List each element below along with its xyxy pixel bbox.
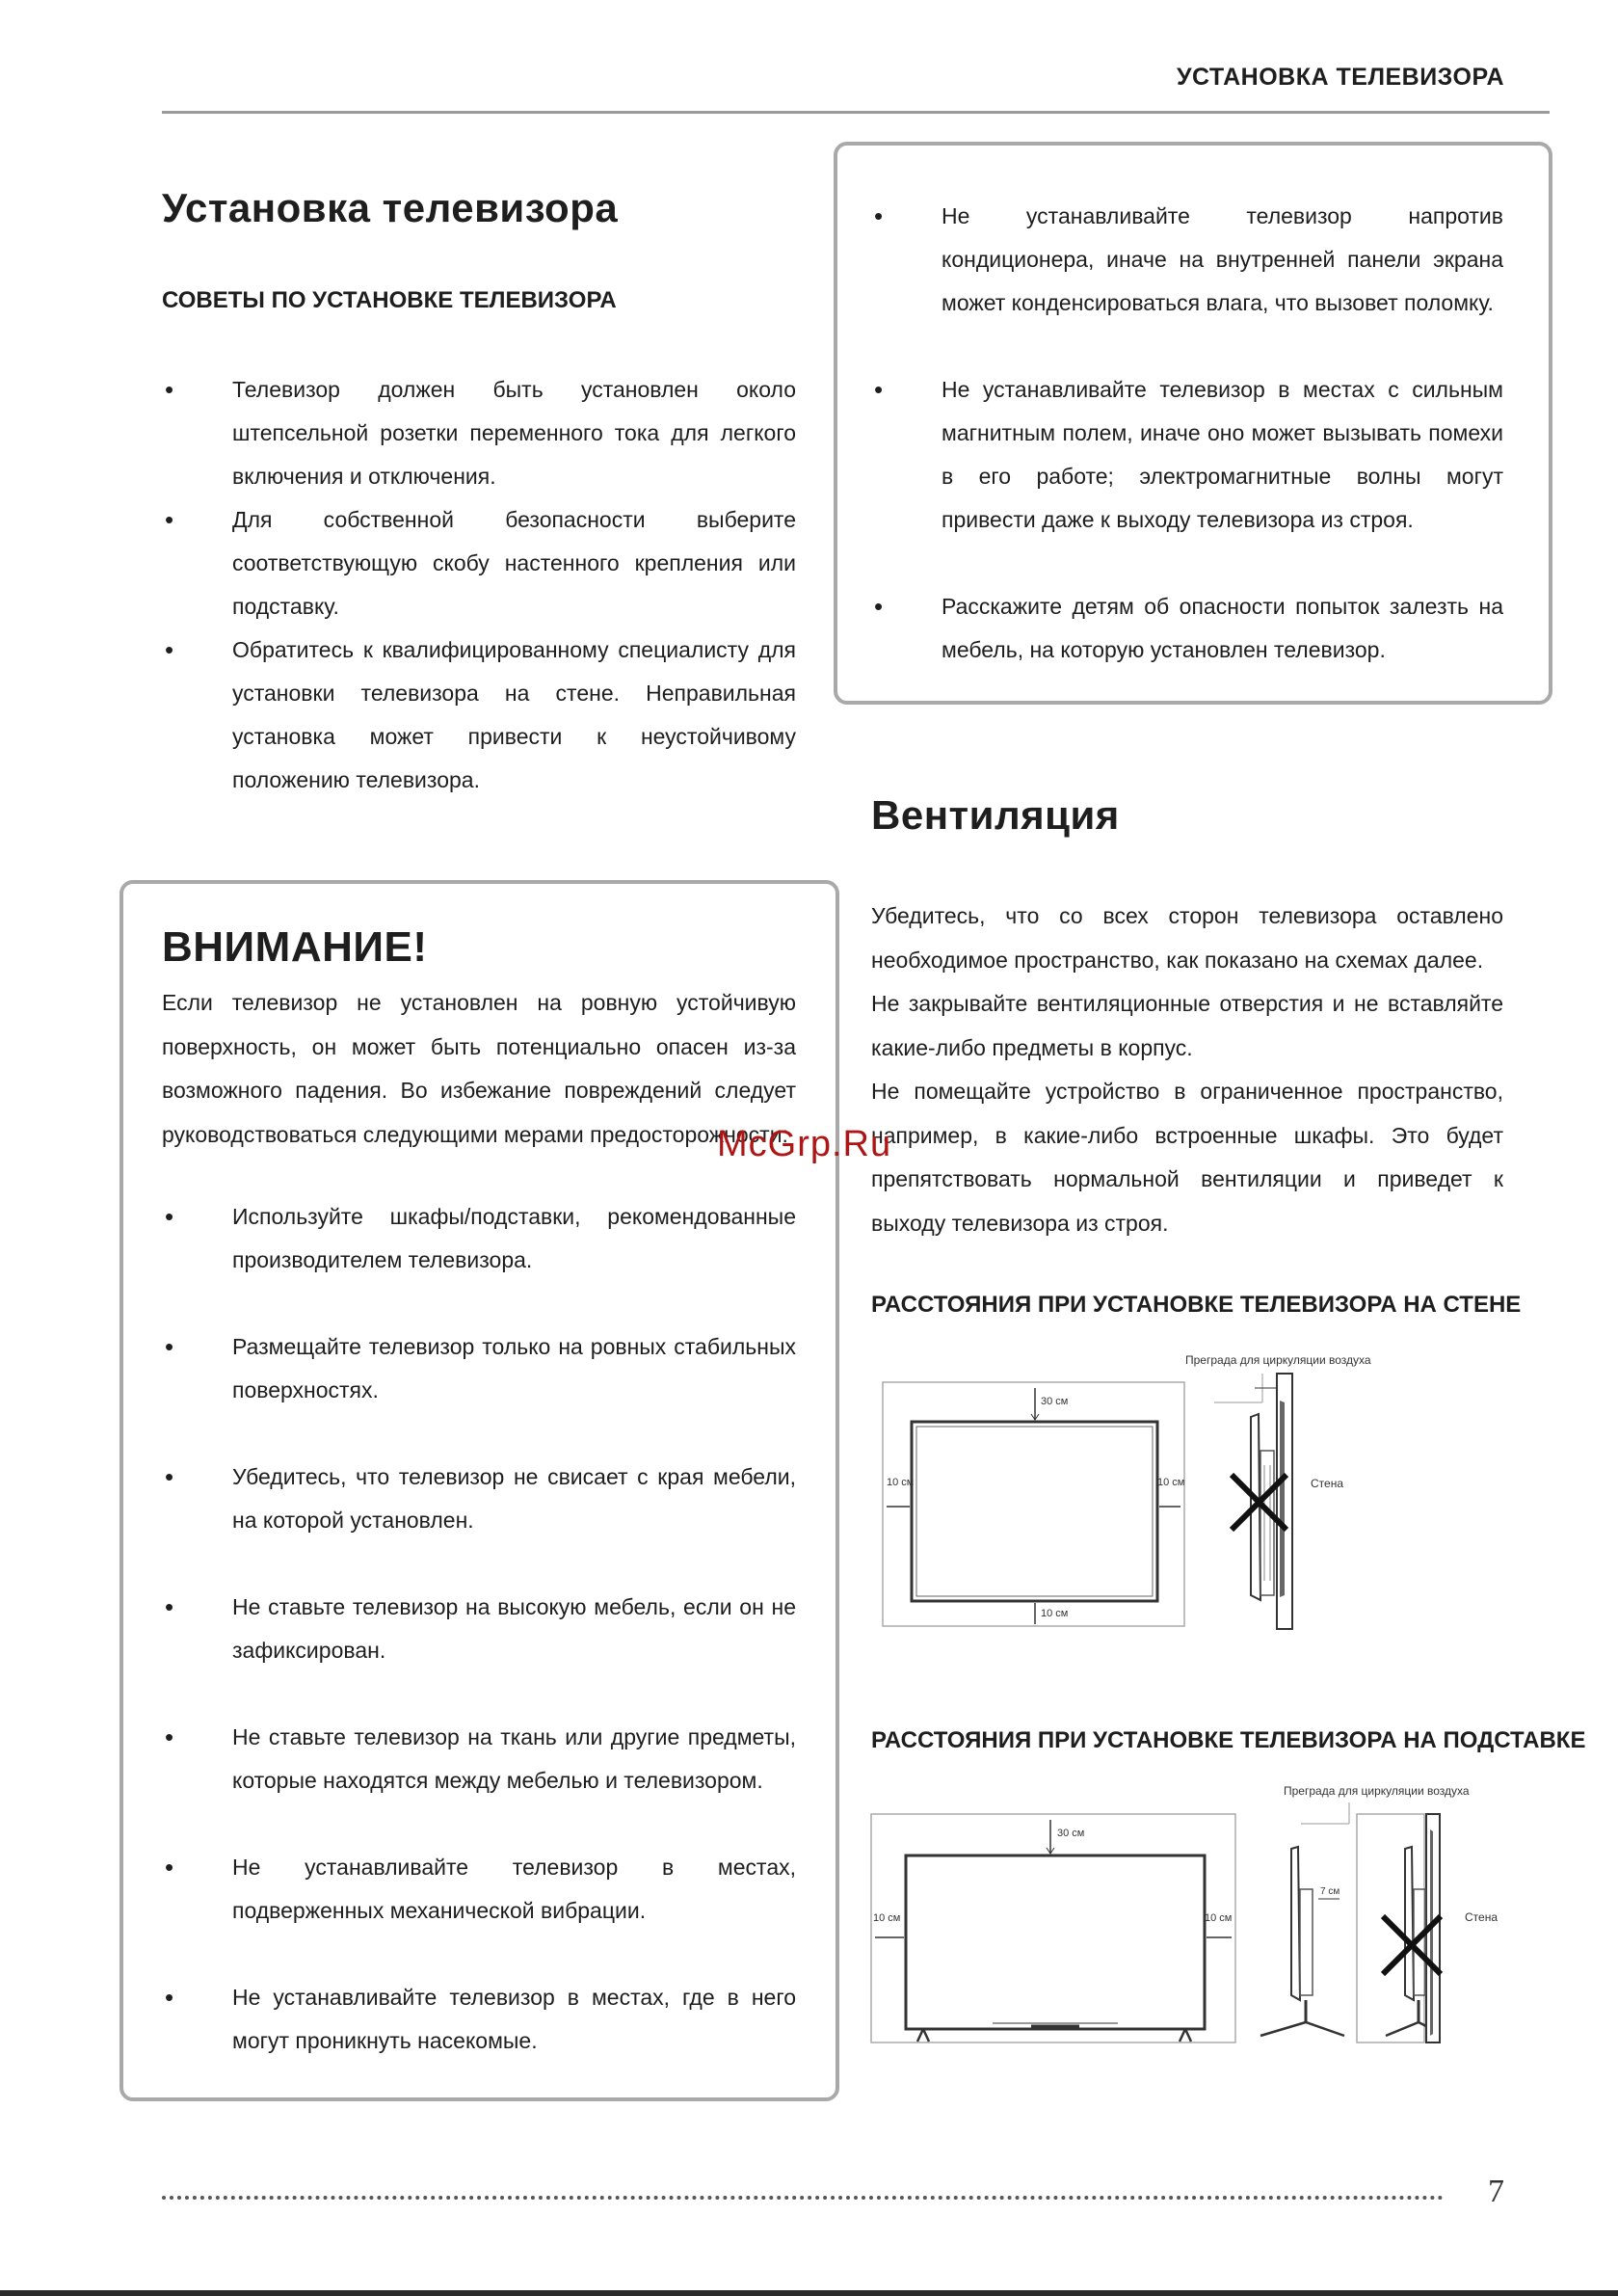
barrier-label: Преграда для циркуляции воздуха (1284, 1784, 1470, 1798)
top-clearance-label: 30 см (1041, 1396, 1069, 1407)
paragraph: Убедитесь, что со всех сторон телевизора оставлено необходимое пространство, как показано на схемах далее. (871, 903, 1503, 973)
list-item: • Расскажите детям об опасности попыток залезть на мебель, на которую установлен телевизор. (871, 585, 1503, 672)
footer-dotted-rule (162, 2196, 1444, 2200)
bottom-clearance-label: 10 см (1041, 1608, 1069, 1619)
paragraph: Не закрывайте вентиляционные отверстия и не вставляйте какие-либо предметы в корпус. (871, 991, 1503, 1060)
ventilation-text (871, 894, 1503, 1245)
top-clearance-label: 30 см (1057, 1828, 1085, 1839)
wall-clearance-diagram (867, 1345, 1465, 1643)
right-clearance-label: 10 см (1205, 1912, 1233, 1924)
list-item: • Используйте шкафы/подставки, рекомендованные производителем телевизора. (162, 1195, 796, 1282)
list-item: • Не устанавливайте телевизор напротив кондиционера, иначе на внутренней панели экрана может конденсироваться влага, что вызовет поломку. (871, 195, 1503, 325)
left-clearance-label: 10 см (887, 1477, 915, 1488)
list-item: • Не устанавливайте телевизор в местах с сильным магнитным полем, иначе оно может вызывать помехи в его работе; электромагнитные волны могут привести даже к выходу телевизора из строя. (871, 368, 1503, 542)
wall-section-title: РАССТОЯНИЯ ПРИ УСТАНОВКЕ ТЕЛЕВИЗОРА НА СТЕНЕ (871, 1292, 1522, 1318)
left-clearance-label: 10 см (873, 1912, 901, 1924)
warning-text: Если телевизор не установлен на ровную устойчивую поверхность, он может быть потенциально опасен из-за возможного падения. Во избежание повреждений следует руководствоваться следующими мерами предосторожности: (162, 990, 796, 1147)
list-item: • Не ставьте телевизор на высокую мебель, если он не зафиксирован. (162, 1586, 796, 1672)
wall-label: Стена (1465, 1910, 1499, 1924)
list-item: • Не устанавливайте телевизор в местах, где в него могут проникнуть насекомые. (162, 1976, 796, 2063)
list-item: • Для собственной безопасности выберите соответствующую скобу настенного крепления или подставку. (162, 498, 796, 628)
page-number: 7 (1488, 2174, 1504, 2209)
warning-list (162, 1195, 796, 2063)
list-item: • Не ставьте телевизор на ткань или другие предметы, которые находятся между мебелью и телевизором. (162, 1716, 796, 1802)
list-item: • Размещайте телевизор только на ровных стабильных поверхностях. (162, 1325, 796, 1412)
running-header: УСТАНОВКА ТЕЛЕВИЗОРА (1176, 64, 1504, 91)
paragraph: Не помещайте устройство в ограниченное пространство, например, в какие-либо встроенные шкафы. Это будет препятствовать нормальной вентиляции и приведет к выходу телевизора из строя. (871, 1079, 1503, 1236)
caution-list (871, 195, 1503, 672)
stand-clearance-diagram (867, 1774, 1523, 2053)
list-item: • Не устанавливайте телевизор в местах, подверженных механической вибрации. (162, 1846, 796, 1933)
page-bottom-edge (0, 2290, 1618, 2296)
header-rule (162, 111, 1550, 114)
list-item: • Обратитесь к квалифицированному специалисту для установки телевизора на стене. Неправильная установка может привести к неустойчивому положению телевизора. (162, 628, 796, 802)
barrier-label: Преграда для циркуляции воздуха (1185, 1353, 1371, 1367)
gap-label: 7 см (1320, 1886, 1340, 1897)
section-subtitle: СОВЕТЫ ПО УСТАНОВКЕ ТЕЛЕВИЗОРА (162, 287, 617, 313)
warning-title: ВНИМАНИЕ! (162, 923, 428, 971)
right-clearance-label: 10 см (1157, 1477, 1185, 1488)
list-item: • Телевизор должен быть установлен около штепсельной розетки переменного тока для легкого включения и отключения. (162, 368, 796, 498)
tips-list (162, 368, 796, 802)
ventilation-title: Вентиляция (871, 792, 1120, 838)
stand-section-title: РАССТОЯНИЯ ПРИ УСТАНОВКЕ ТЕЛЕВИЗОРА НА ПОДСТАВКЕ (871, 1727, 1586, 1753)
watermark: McGrp.Ru (717, 1124, 892, 1164)
page-title: Установка телевизора (162, 185, 619, 230)
wall-label: Стена (1311, 1477, 1344, 1490)
list-item: • Убедитесь, что телевизор не свисает с края мебели, на которой установлен. (162, 1455, 796, 1542)
